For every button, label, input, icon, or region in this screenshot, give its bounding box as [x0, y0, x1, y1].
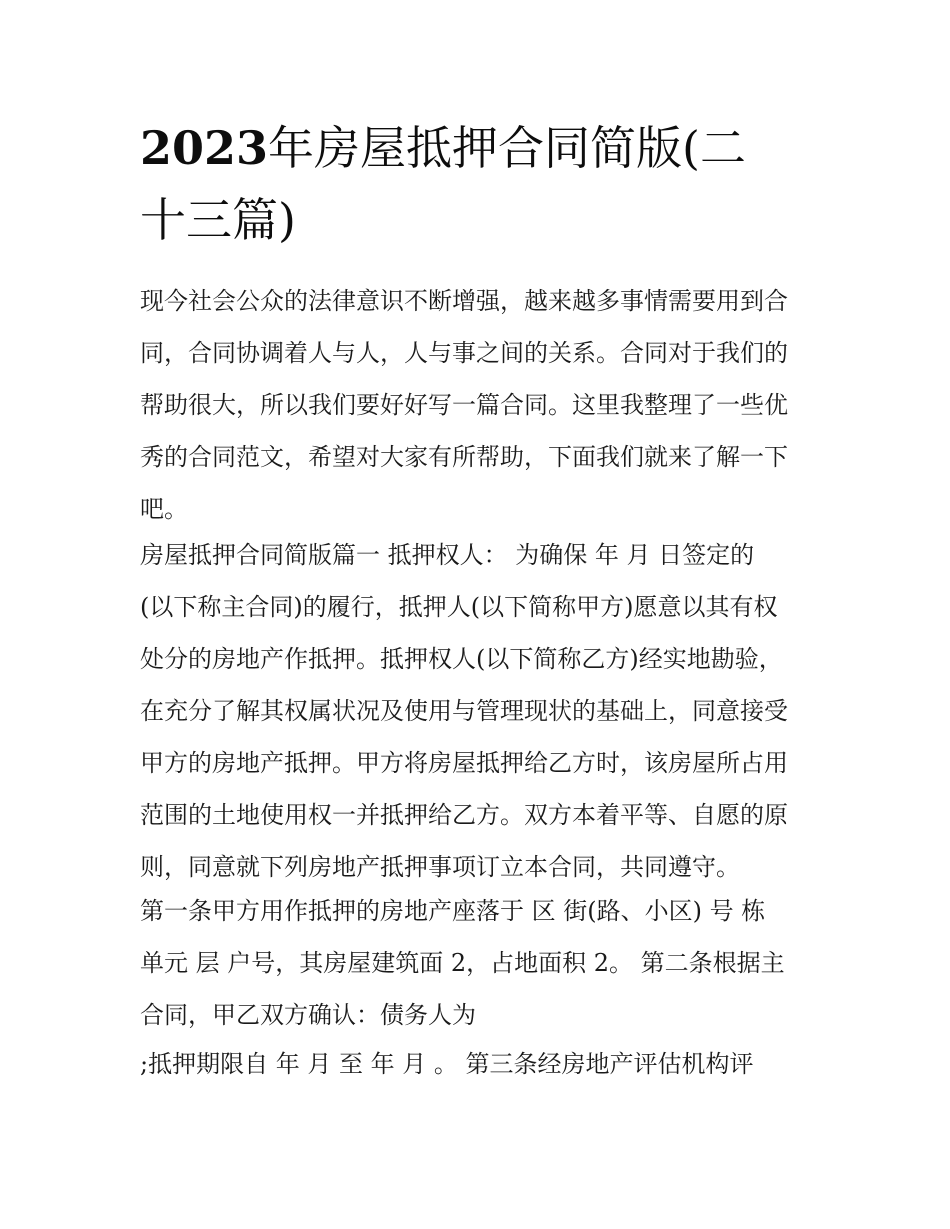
paragraph-line: 范围的土地使用权一并抵押给乙方。双方本着平等、自愿的原: [140, 801, 788, 829]
paragraph-line: 第一条甲方用作抵押的房地产座落于 区 街(路、小区) 号 栋: [140, 897, 766, 925]
paragraph-line: 同，合同协调着人与人，人与事之间的关系。合同对于我们的: [140, 339, 788, 367]
title-year: 2023: [140, 121, 269, 175]
paragraph-line: 在充分了解其权属状况及使用与管理现状的基础上，同意接受: [140, 697, 788, 725]
title-line1-text: 年房屋抵押合同简版(二: [268, 121, 746, 175]
section-one-paragraph: [140, 529, 830, 893]
intro-paragraph: [140, 275, 830, 535]
paragraph-line: 单元 层 户号，其房屋建筑面 2，占地面积 2。 第二条根据主: [140, 949, 785, 977]
paragraph-line: ;抵押期限自 年 月 至 年 月 。 第三条经房地产评估机构评: [140, 1050, 754, 1078]
title-line2-text: 十三篇): [140, 193, 296, 247]
clause-term-paragraph: [140, 1038, 830, 1090]
paragraph-line: 秀的合同范文，希望对大家有所帮助，下面我们就来了解一下: [140, 443, 788, 471]
paragraph-line: 则，同意就下列房地产抵押事项订立本合同，共同遵守。: [140, 853, 740, 881]
clause-one-paragraph: [140, 885, 830, 1041]
paragraph-line: 帮助很大，所以我们要好好写一篇合同。这里我整理了一些优: [140, 391, 788, 419]
paragraph-line: 合同，甲乙双方确认：债务人为: [140, 1001, 476, 1029]
paragraph-line: 现今社会公众的法律意识不断增强，越来越多事情需要用到合: [140, 287, 788, 315]
paragraph-line: 甲方的房地产抵押。甲方将房屋抵押给乙方时，该房屋所占用: [140, 749, 788, 777]
paragraph-line: (以下称主合同)的履行，抵押人(以下简称甲方)愿意以其有权: [140, 593, 778, 621]
paragraph-line: 房屋抵押合同简版篇一 抵押权人： 为确保 年 月 日签定的: [140, 541, 755, 569]
document-title: [140, 112, 820, 256]
paragraph-line: 处分的房地产作抵押。抵押权人(以下简称乙方)经实地勘验，: [140, 645, 783, 673]
paragraph-line: 吧。: [140, 495, 188, 523]
